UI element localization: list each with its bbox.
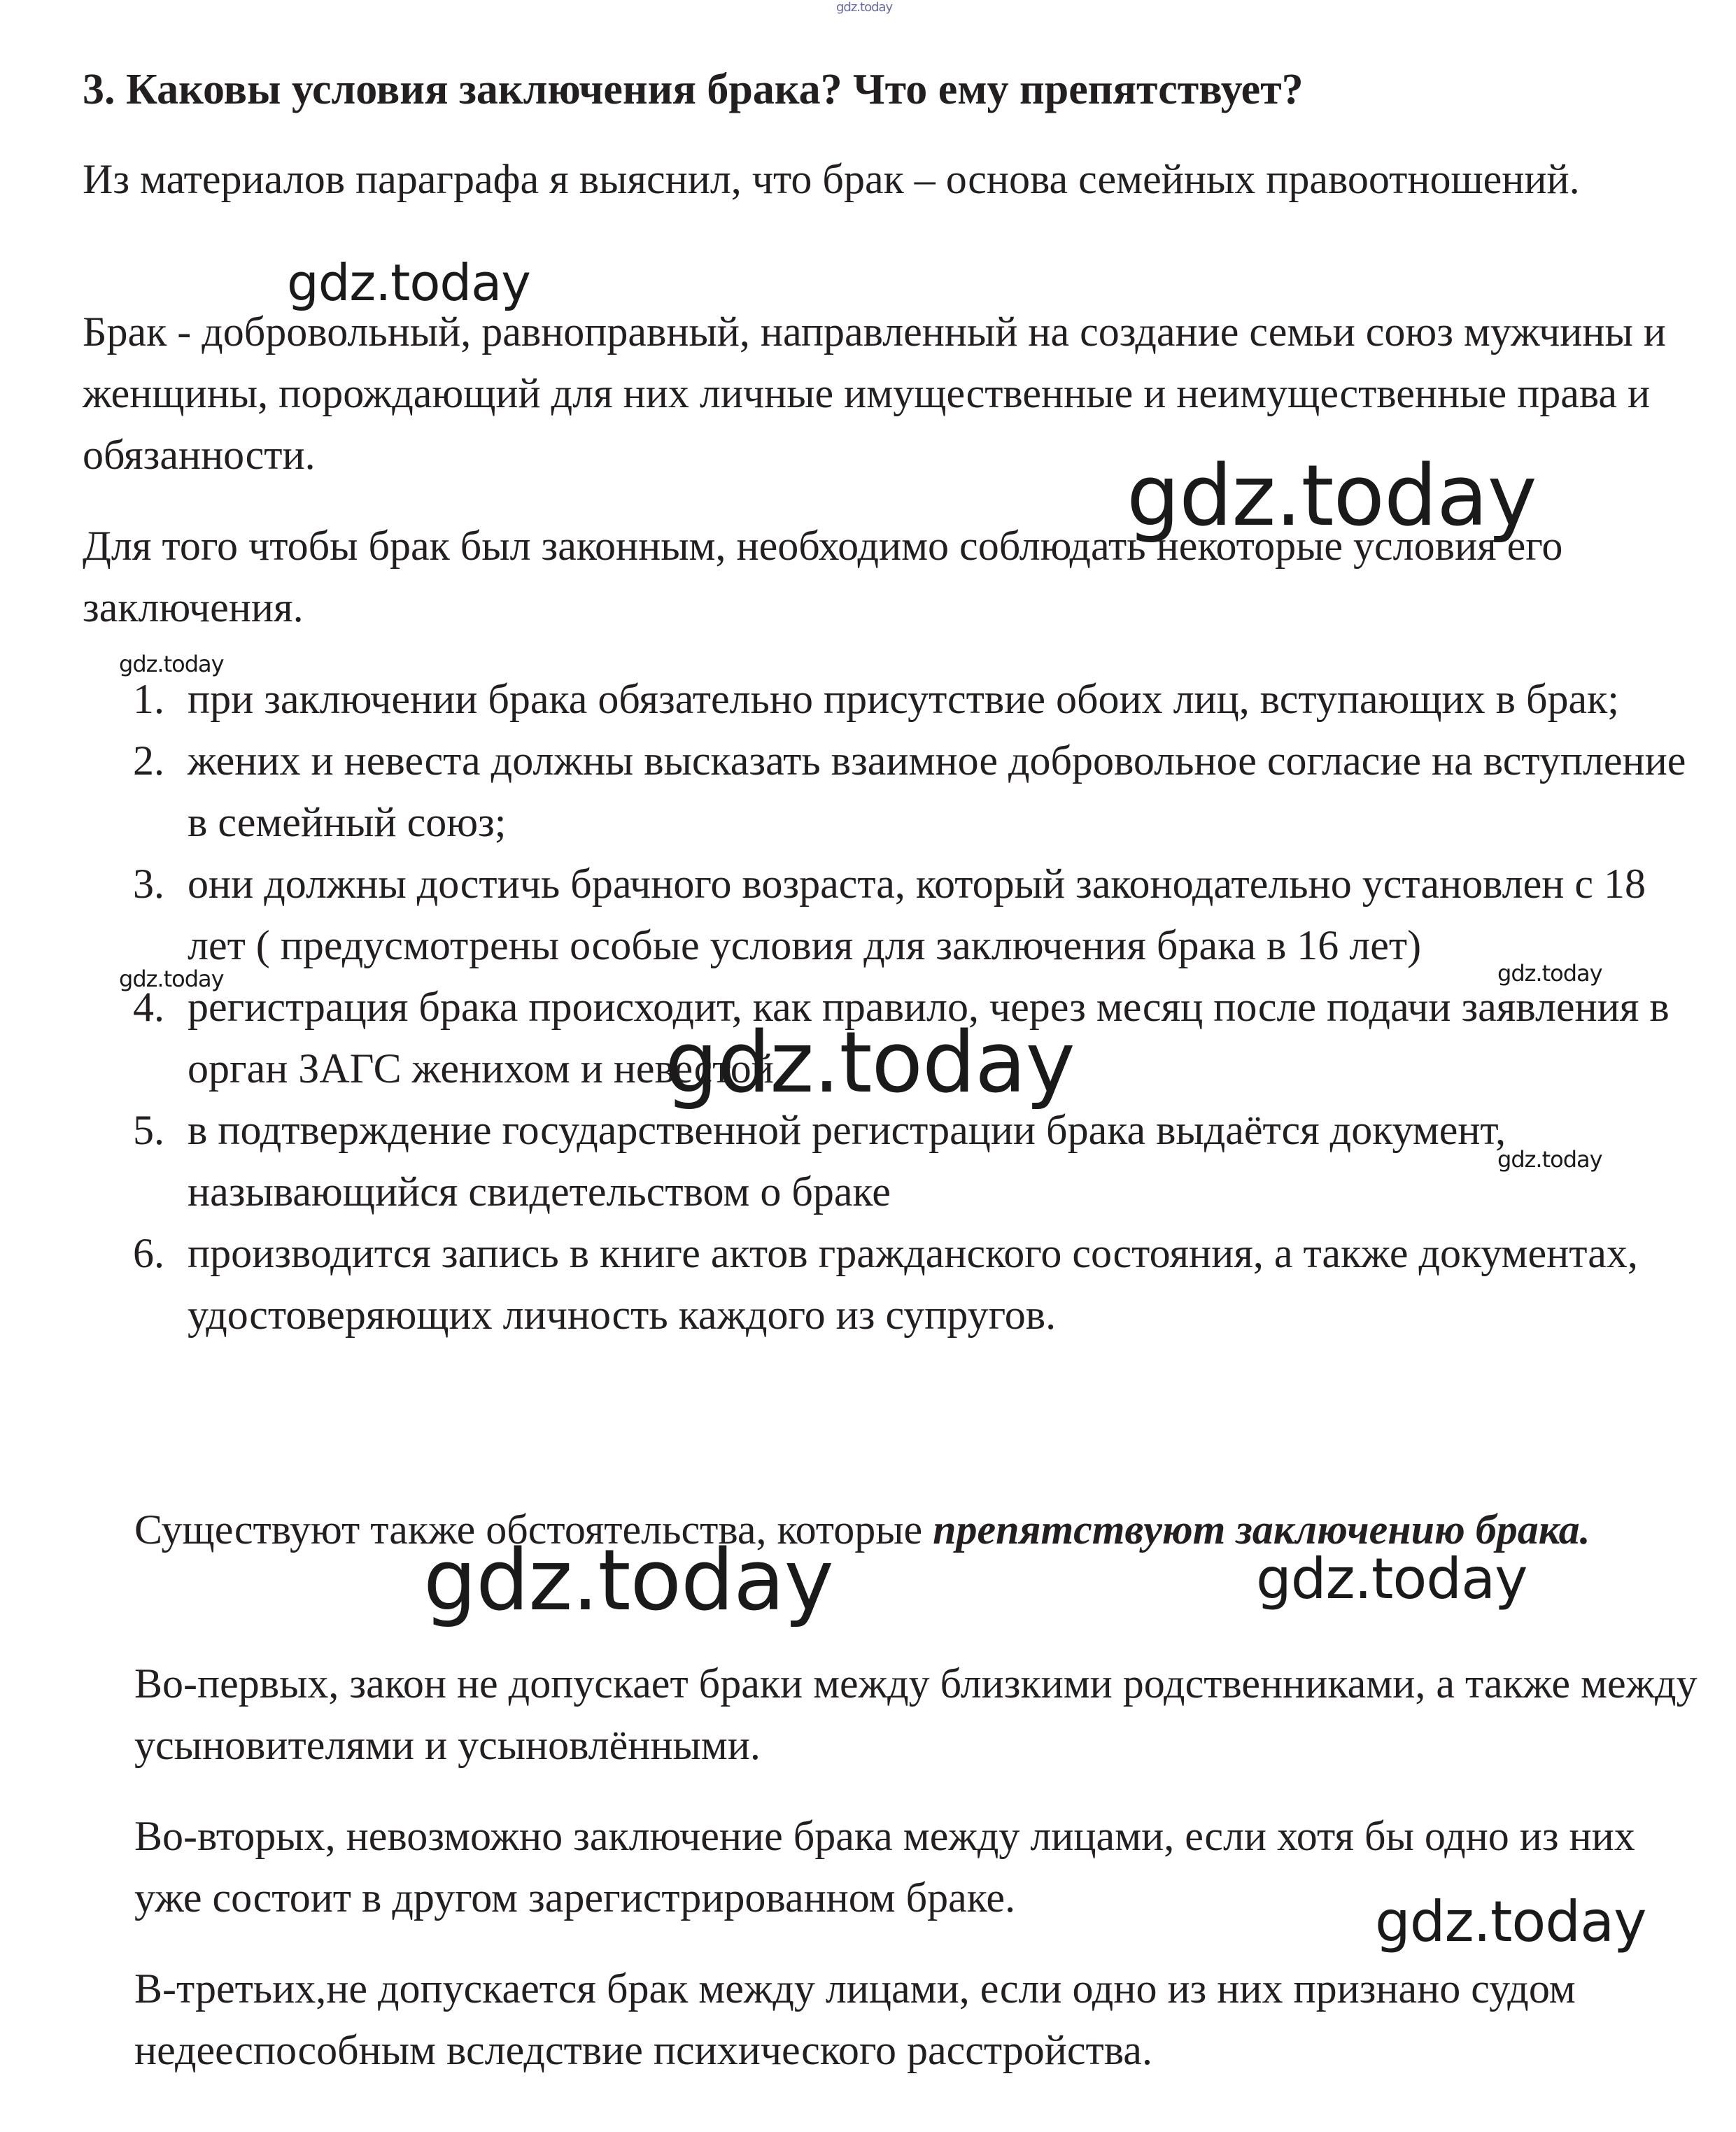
second-obstacle-paragraph: Во-вторых, невозможно заключение брака между лицами, если хотя бы одно из них уже состоит в другом зарегистрированном браке. [134,1813,1635,1921]
watermark: gdz.today [119,651,224,677]
list-item-text: они должны достичь брачного возраста, который законодательно установлен с 18 лет ( предусмотрены особые условия для заключения брака в 16 лет) [188,861,1646,968]
list-item [133,730,1700,853]
list-item [133,1222,1700,1346]
list-item-number: 6. [133,1230,164,1276]
obstacles-lead: Существуют также обстоятельства, которые [134,1506,933,1553]
list-item-text: регистрация брака происходит, как правило, через месяц после подачи заявления в орган ЗАГС женихом и невестой [188,984,1670,1092]
list-item-text: производится запись в книге актов гражданского состояния, а также документах, удостоверяющих личность каждого из супругов. [188,1230,1638,1338]
watermark: gdz.today [287,253,530,312]
list-item-number: 4. [133,984,164,1030]
list-item-number: 1. [133,676,164,722]
list-item-number: 2. [133,737,164,784]
watermark: gdz.today [1497,960,1602,987]
watermark: gdz.today [665,1015,1075,1112]
definition-paragraph: Брак - добровольный, равноправный, направленный на создание семьи союз мужчины и женщины, порождающий для них личные имущественные и неимущественные права и обязанности. [83,309,1666,478]
conditions-intro-paragraph: Для того чтобы брак был законным, необходимо соблюдать некоторые условия его заключения. [83,523,1563,630]
list-item-number: 5. [133,1107,164,1153]
watermark: gdz.today [119,966,224,992]
third-obstacle-paragraph: В-третьих,не допускается брак между лицами, если одно из них признано судом недееспособным вследствие психического расстройства. [134,1965,1576,2073]
watermark: gdz.today [423,1532,833,1630]
watermark: gdz.today [1497,1146,1602,1173]
watermark: gdz.today [1375,1889,1646,1954]
first-obstacle-paragraph: Во-первых, закон не допускает браки между близкими родственниками, а также между усыновителями и усыновлёнными. [134,1660,1698,1768]
question-heading: 3. Каковы условия заключения брака? Что ему препятствует? [83,66,1304,113]
conditions-list [133,668,1700,1346]
watermark: gdz.today [1127,448,1537,545]
list-item [133,853,1700,976]
list-item [133,1099,1700,1222]
watermark: gdz.today [1256,1546,1527,1611]
list-item-number: 3. [133,861,164,907]
list-item-text: в подтверждение государственной регистрации брака выдаётся документ, называющийся свидетельством о браке [188,1107,1506,1215]
watermark-top: gdz.today [836,0,893,15]
list-item-text: жених и невеста должны высказать взаимное добровольное согласие на вступление в семейный союз; [188,737,1686,845]
obstacles-emphasis: препятствуют заключению брака. [933,1506,1590,1553]
list-item [133,668,1700,730]
list-item-text: при заключении брака обязательно присутствие обоих лиц, вступающих в брак; [188,676,1619,722]
intro-paragraph: Из материалов параграфа я выяснил, что брак – основа семейных правоотношений. [83,156,1580,202]
